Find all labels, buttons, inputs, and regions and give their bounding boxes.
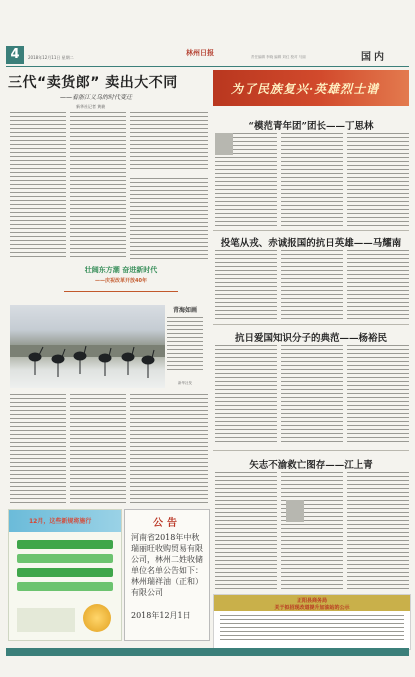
- photo-credit: 新华社发: [178, 381, 192, 385]
- section-rule: [213, 324, 409, 325]
- notice-date: 2018年12月1日: [131, 611, 191, 620]
- section-text-block: [347, 250, 409, 320]
- section-heading-1: “模范青年团”团长——丁思林: [248, 121, 374, 132]
- section-title: 国内: [361, 52, 387, 63]
- article-subtitle: ——看浙江义乌的时代变迁: [60, 94, 133, 101]
- section-text-block: [281, 133, 343, 228]
- promo-title: 壮阔东方潮 奋进新时代: [84, 266, 158, 274]
- page-footer-bar: [6, 648, 409, 656]
- section-heading-4: 矢志不渝救亡图存——江上青: [249, 460, 373, 471]
- section-text-block: [347, 345, 409, 445]
- header-rule: [6, 66, 409, 67]
- banner-title: 为了民族复兴·英雄烈士谱: [231, 82, 380, 96]
- government-notice: [213, 594, 411, 650]
- article-text-block: [70, 112, 126, 260]
- portrait-image: [286, 500, 304, 522]
- photo-caption-title: 青海如画: [172, 307, 197, 314]
- ad-item: [17, 568, 113, 577]
- article-text-block: [70, 394, 126, 506]
- page-number: 4: [6, 46, 24, 64]
- ad-item-list: [17, 540, 113, 596]
- section-text-block: [281, 250, 343, 320]
- portrait-image: [215, 133, 233, 155]
- gov-notice-issuer: 正阳县商务局: [296, 598, 327, 604]
- issue-date: 2018年12月11日 星期二: [28, 55, 74, 60]
- section-rule: [213, 230, 409, 231]
- hero-banner: [213, 70, 409, 106]
- notice-body: [131, 532, 205, 598]
- gov-notice-title: 关于拟招现改道提升加油站的公示: [274, 605, 350, 611]
- promo-rule: [64, 291, 178, 292]
- section-text-block: [215, 250, 277, 320]
- ad-footer-box: [17, 608, 75, 632]
- gov-notice-text: [220, 615, 404, 643]
- editor-line: 责任编辑 李晓 编辑 刘红 校对 马丽: [251, 55, 306, 59]
- section-text-block: [281, 472, 343, 590]
- article-text-block: [130, 112, 208, 172]
- notice-body-text: 河南省2018年中秋瑞丽旺收购贸易有限公司，林州二姓收储单位名单公告如下：: [131, 533, 203, 575]
- page-header: [6, 46, 409, 64]
- article-text-block: [130, 178, 208, 260]
- section-heading-3: 抗日爱国知识分子的典范——杨裕民: [234, 333, 387, 344]
- paper-name: 林州日报: [186, 48, 214, 57]
- article-byline: 新华社记者 黄筱: [76, 104, 106, 109]
- article-text-block: [130, 394, 208, 506]
- notice-signature: 林州瑞祥油（正和）有限公司: [131, 577, 203, 597]
- ad-title: 12月，这些新规将施行: [29, 518, 92, 525]
- article-text-block: [10, 394, 66, 506]
- public-notice: [124, 509, 210, 641]
- section-heading-2: 投笔从戎、赤诚报国的抗日英雄——马耀南: [220, 238, 402, 249]
- promo-subtitle: ——庆祝改革开放40年: [95, 278, 147, 284]
- article-text-block: [10, 112, 66, 260]
- section-text-block: [347, 133, 409, 228]
- section-text-block: [215, 345, 277, 445]
- ad-item: [17, 554, 113, 563]
- caption-text: [167, 317, 203, 373]
- section-text-block: [347, 472, 409, 590]
- section-rule: [213, 450, 409, 451]
- regulations-ad: [8, 509, 122, 641]
- ad-item: [17, 582, 113, 591]
- lake-cranes-photo: [10, 305, 165, 388]
- ad-header-band: [9, 510, 121, 532]
- photo-caption: [165, 305, 205, 388]
- section-text-block: [281, 345, 343, 445]
- section-text-block: [215, 472, 277, 590]
- article-headline: 三代“卖货郎” 卖出大不同: [8, 75, 178, 91]
- ad-item: [17, 540, 113, 549]
- coin-icon: [83, 604, 111, 632]
- promo-box: [56, 263, 186, 298]
- cranes-illustration: [10, 305, 165, 388]
- notice-title: 公告: [153, 518, 181, 529]
